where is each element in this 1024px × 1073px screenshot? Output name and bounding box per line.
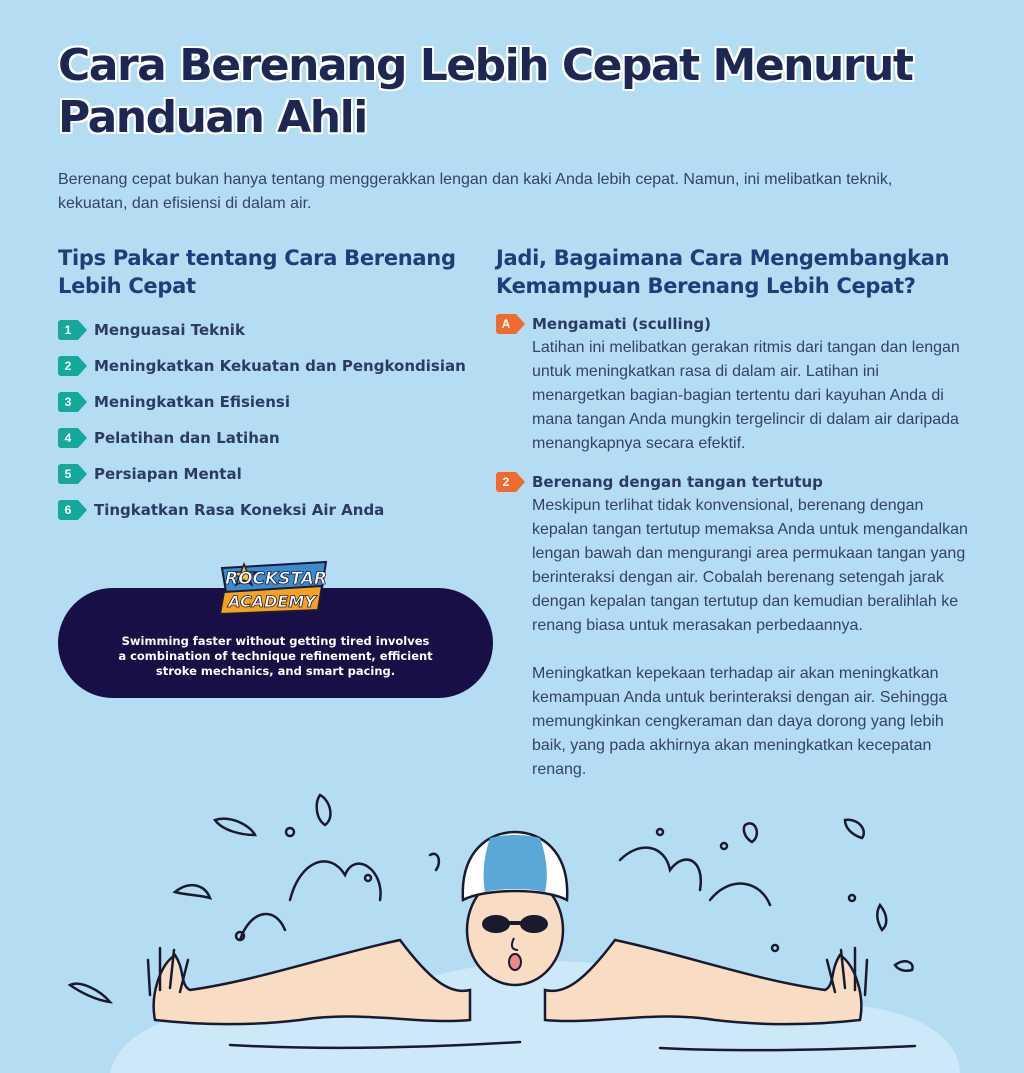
splash-dot bbox=[236, 932, 244, 940]
steps-list bbox=[496, 312, 976, 796]
rockstar-academy-logo bbox=[218, 558, 330, 616]
step-content bbox=[532, 470, 976, 782]
number-badge: 3 bbox=[58, 392, 78, 412]
number-badge: 2 bbox=[496, 472, 516, 492]
number-badge: 2 bbox=[58, 356, 78, 376]
mouth-icon bbox=[509, 954, 521, 970]
tip-item bbox=[58, 456, 478, 492]
tip-item bbox=[58, 312, 478, 348]
step-body bbox=[532, 494, 976, 782]
splash-dot bbox=[657, 829, 663, 835]
logo-line1: ROCKSTAR bbox=[225, 569, 327, 589]
splash-line bbox=[175, 885, 210, 898]
logo-line2: ACADEMY bbox=[228, 592, 316, 611]
splash-line bbox=[744, 823, 757, 842]
tip-label: Meningkatkan Kekuatan dan Pengkondisian bbox=[94, 357, 466, 375]
splash-line bbox=[620, 848, 701, 890]
splash-dot bbox=[721, 843, 727, 849]
tip-label: Pelatihan dan Latihan bbox=[94, 429, 280, 447]
tip-label: Persiapan Mental bbox=[94, 465, 242, 483]
step-paragraph: Meningkatkan kepekaan terhadap air akan meningkatkan kemampuan Anda untuk berinteraksi dengan air. Sehingga memungkinkan cengkeraman dan daya dorong yang lebih baik, yang pada akhirnya akan meningkatkan kecepatan renang. bbox=[532, 665, 948, 778]
develop-heading: Jadi, Bagaimana Cara Mengembangkan Kemampuan Berenang Lebih Cepat? bbox=[496, 246, 950, 298]
step-title: Mengamati (sculling) bbox=[532, 315, 711, 333]
right-arm bbox=[545, 940, 861, 1024]
splash-line bbox=[215, 819, 255, 835]
number-badge: 5 bbox=[58, 464, 78, 484]
tip-item bbox=[58, 348, 478, 384]
letter-badge: A bbox=[496, 314, 516, 334]
splash-dot bbox=[286, 828, 294, 836]
number-badge: 6 bbox=[58, 500, 78, 520]
number-badge: 1 bbox=[58, 320, 78, 340]
tip-label: Tingkatkan Rasa Koneksi Air Anda bbox=[94, 501, 385, 519]
left-arm bbox=[154, 940, 470, 1024]
tip-item bbox=[58, 492, 478, 528]
splash-line bbox=[430, 854, 439, 870]
splash-line bbox=[895, 961, 913, 970]
splash-line bbox=[70, 984, 110, 1002]
step-paragraph: Meskipun terlihat tidak konvensional, berenang dengan kepalan tangan tertutup memaksa Anda untuk mengandalkan lengan bawah dan mengurangi area permukaan tangan yang berinteraksi dengan air. Cobalah berenang setengah jarak dengan kepalan tangan tertutup dan kemudian beralihlah ke renang biasa untuk merasakan perbedaannya. bbox=[532, 497, 968, 634]
splash-line bbox=[877, 905, 886, 930]
splash-dot bbox=[772, 945, 778, 951]
tips-list bbox=[58, 312, 478, 528]
step-content bbox=[532, 312, 976, 456]
tip-label: Meningkatkan Efisiensi bbox=[94, 393, 290, 411]
splash-line bbox=[317, 795, 331, 825]
tip-item bbox=[58, 420, 478, 456]
intro-text: Berenang cepat bukan hanya tentang menggerakkan lengan dan kaki Anda lebih cepat. Namun, ini melibatkan teknik, kekuatan, dan efisiensi di dalam air. bbox=[58, 171, 893, 212]
splash-dot bbox=[365, 875, 371, 881]
splash-line bbox=[240, 914, 285, 940]
step-item bbox=[496, 312, 976, 456]
step-body bbox=[532, 336, 976, 456]
step-paragraph: Latihan ini melibatkan gerakan ritmis dari tangan dan lengan untuk meningkatkan rasa di dalam air. Latihan ini menargetkan bagian-bagian tertentu dari kayuhan Anda di mana tangan Anda mungkin tergelincir di dalam air daripada menangkapnya secara efektif. bbox=[532, 339, 960, 452]
tip-label: Menguasai Teknik bbox=[94, 321, 245, 339]
splash-dot bbox=[849, 895, 855, 901]
step-title: Berenang dengan tangan tertutup bbox=[532, 473, 823, 491]
number-badge: 4 bbox=[58, 428, 78, 448]
swim-cap-stripe bbox=[484, 835, 547, 892]
tip-item bbox=[58, 384, 478, 420]
splash-line bbox=[710, 884, 770, 905]
splash-line bbox=[845, 820, 864, 838]
page-title: Cara Berenang Lebih Cepat Menurut Panduan Ahli bbox=[58, 40, 913, 143]
tips-heading: Tips Pakar tentang Cara Berenang Lebih Cepat bbox=[58, 246, 456, 298]
callout-box: Swimming faster without getting tired involves a combination of technique refinement, efficient stroke mechanics, and smart pacing. bbox=[58, 588, 493, 698]
swimmer-illustration bbox=[0, 780, 1024, 1073]
step-item bbox=[496, 470, 976, 782]
